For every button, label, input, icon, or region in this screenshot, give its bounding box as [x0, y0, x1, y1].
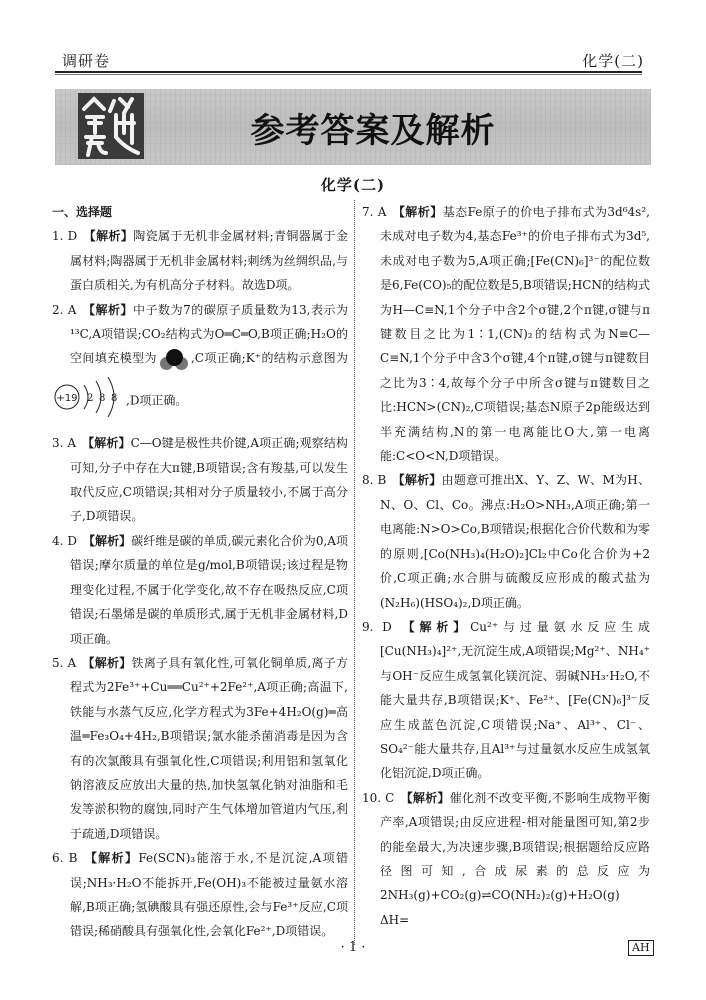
- answer-text: Cu²⁺与过量氨水反应生成[Cu(NH₃)₄]²⁺,无沉淀生成,A项错误;Mg²⁺、NH₄⁺与OH⁻反应生成氢氧化镁沉淀、弱碱NH₃·H₂O,不能大量共存,B项错误;K⁺、Fe²⁺、[Fe(CN)₆]³⁻反应生成蓝色沉淀,C项错误;Na⁺、Al³⁺、Cl⁻、SO₄²⁻能大量共存,且Al³⁺与过量氨水反应生成氢氧化铝沉淀,D项正确。: [380, 619, 650, 781]
- header-exam-type: 调研卷: [62, 52, 111, 70]
- answer-item-9: [362, 615, 650, 786]
- header-rule: [55, 71, 642, 75]
- nucleus-charge: +19: [56, 392, 78, 404]
- answer-number: 5. A: [52, 655, 77, 670]
- answer-text: 铁离子具有氧化性,可氧化铜单质,离子方程式为2Fe³⁺+Cu══Cu²⁺+2Fe²⁺,A项正确;高温下,铁能与水蒸气反应,化学方程式为3Fe+4H₂O(g)═高温═Fe₃O₄+4H₂,B项错误;氯水能杀菌消毒是因为含有的次氯酸具有强氧化性,C项错误;利用铝和氢氧化钠溶液反应放出大量的热,加快氢氧化钠对油脂和毛发等淤积物的腐蚀,同时产生气体增加管道内气压,利于疏通,D项错误。: [70, 655, 348, 841]
- answer-text: C—O键是极性共价键,A项正确;观察结构可知,分子中存在大π键,B项错误;含有羧基,可以发生取代反应,C项错误;其相对分子质量较小,不属于高分子,D项错误。: [70, 436, 348, 524]
- analysis-tag: 【解析】: [392, 205, 443, 219]
- page-number: · 1 ·: [340, 940, 366, 955]
- answer-text: 催化剂不改变平衡,不影响生成物平衡产率,A项错误;由反应进程-相对能量图可知,第2步的能垒最大,为决速步骤,B项错误;根据题给反应路径图可知,合成尿素的总反应为2NH₃(g)+CO₂(g)⇌CO(NH₂)₂(g)+H₂O(g) ΔH=: [380, 790, 650, 927]
- answer-text: Fe(SCN)₃能溶于水,不是沉淀,A项错误;NH₃·H₂O不能拆开,Fe(OH)₃不能被过量氨水溶解,B项正确;氢碘酸具有强还原性,会与Fe³⁺反应,C项错误;稀硝酸具有强氧化性,会氧化Fe²⁺,D项错误。: [70, 851, 348, 939]
- answer-number: 9. D: [362, 619, 392, 634]
- analysis-tag: 【解析】: [82, 302, 134, 317]
- analysis-tag: 【解析】: [82, 533, 132, 548]
- answer-number: 8. B: [362, 473, 387, 488]
- answer-item-4: [52, 529, 348, 651]
- analysis-tag: 【解析】: [397, 619, 471, 634]
- answer-number: 7. A: [362, 205, 387, 219]
- answer-number: 10. C: [362, 790, 395, 805]
- analysis-tag: 【解析】: [83, 851, 139, 866]
- answer-item-7: [362, 200, 650, 468]
- answer-text: 中子数为7的碳原子质量数为13,表示为¹³C,A项错误;CO₂结构式为O═C═O,B项正确;H₂O的空间填充模型为: [70, 302, 348, 366]
- analysis-tag: 【解析】: [82, 436, 131, 451]
- answer-item-2: [52, 298, 348, 432]
- answer-number: 1. D: [52, 229, 78, 244]
- answer-item-8: [362, 468, 650, 614]
- column-divider: [354, 200, 355, 945]
- answer-item-10: [362, 786, 650, 932]
- right-column: [362, 200, 650, 932]
- answer-text: 由题意可推出X、Y、Z、W、M为H、N、O、Cl、Co。沸点:H₂O>NH₃,A项正确;第一电离能:N>O>Co,B项错误;根据化合价代数和为零的原则,[Co(NH₃)₄(H₂O)₂]Cl₂中Co化合价为+2价,C项正确;水合肼与硫酸反应形成的酸式盐为(N₂H₆)(HSO₄)₂,D项正确。: [380, 473, 650, 610]
- answer-text: 基态Fe原子的价电子排布式为3d⁶4s²,未成对电子数为4,基态Fe³⁺的价电子排布式为3d⁵,未成对电子数为5,A项正确;[Fe(CN)₆]³⁻的配位数是6,Fe(CO)₅的配位数是5,B项错误;HCN的结构式为H—C≡N,1个分子中含2个σ键,2个π键,σ键与π键数目之比为1∶1,(CN)₂的结构式为N≡C—C≡N,1个分子中含3个σ键,4个π键,σ键与π键数目之比为3∶4,故每个分子中所含σ键与π键数目之比:HCN>(CN)₂,C项错误;基态N原子2p能级达到半充满结构,N的第一电离能比O大,第一电离能:C<O<N,D项错误。: [380, 205, 650, 464]
- analysis-tag: 【解析】: [83, 229, 134, 244]
- svg-text:8: 8: [99, 392, 106, 404]
- answer-item-1: [52, 224, 348, 297]
- left-column: [52, 200, 348, 944]
- answer-text: 碳纤维是碳的单质,碳元素化合价为0,A项错误;摩尔质量的单位是g/mol,B项错误;该过程是物理变化过程,不属于化学变化,故不存在吸热反应,C项错误;石墨烯是碳的单质形式,属于无机非金属材料,D项正确。: [70, 533, 348, 646]
- svg-text:8: 8: [111, 392, 118, 404]
- svg-text:2: 2: [87, 392, 94, 404]
- answer-number: 6. B: [52, 851, 78, 866]
- edition-badge: AH: [628, 940, 654, 956]
- title-banner: [55, 89, 651, 165]
- answer-text: ,D项正确。: [126, 393, 188, 408]
- answer-number: 2. A: [52, 302, 77, 317]
- answer-item-5: [52, 651, 348, 846]
- banner-title: 参考答案及解析: [250, 111, 496, 151]
- answer-number: 4. D: [52, 533, 77, 548]
- answer-text: ,C项正确;K⁺的结构示意图为: [190, 351, 348, 366]
- answer-number: 3. A: [52, 436, 77, 451]
- section-heading: 一、选择题: [52, 205, 113, 219]
- potassium-ion-structure-icon: [56, 377, 126, 425]
- analysis-tag: 【解析】: [400, 790, 450, 805]
- answer-item-6: [52, 846, 348, 944]
- header-subject: 化学(二): [582, 52, 644, 70]
- analysis-tag: 【解析】: [82, 655, 132, 670]
- answer-text: 陶瓷属于无机非金属材料;青铜器属于金属材料;陶器属于无机非金属材料;刺绣为丝绸织品,与蛋白质相关,为有机高分子材料。故选D项。: [70, 229, 348, 293]
- analysis-tag: 【解析】: [392, 473, 442, 488]
- water-space-filling-model-icon: [159, 349, 189, 369]
- answer-item-3: [52, 431, 348, 529]
- document-subtitle: 化学(二): [320, 176, 386, 194]
